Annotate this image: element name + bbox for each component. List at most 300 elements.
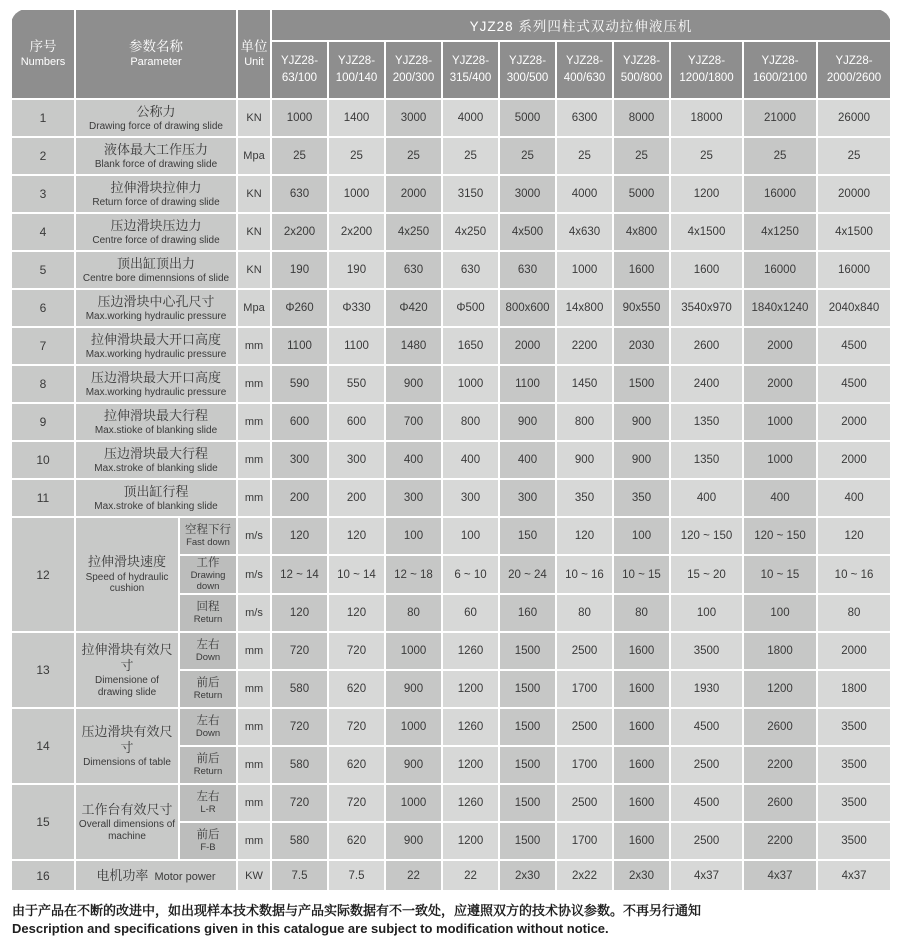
parameter-name-cell: [75, 251, 237, 289]
parameter-name-cn: 电机功率: [96, 867, 149, 883]
value-cell: 25: [613, 137, 670, 175]
row-number: 15: [11, 784, 75, 860]
sub-parameter-en: Drawing down: [190, 570, 226, 593]
value-cell: 1100: [271, 327, 328, 365]
value-cell: 4x1500: [817, 213, 891, 251]
table-row: [11, 289, 891, 327]
value-cell: 4000: [556, 175, 613, 213]
value-cell: 1350: [670, 403, 743, 441]
value-cell: 900: [556, 441, 613, 479]
value-cell: 300: [385, 479, 442, 517]
sub-parameter-cn: 空程下行: [185, 523, 231, 536]
value-cell: 550: [328, 365, 385, 403]
parameter-name-cell: [75, 860, 237, 891]
value-cell: 1600: [670, 251, 743, 289]
column-header-parameter: [75, 9, 237, 99]
table-row: [11, 175, 891, 213]
value-cell: 700: [385, 403, 442, 441]
value-cell: 80: [385, 594, 442, 632]
value-cell: 300: [328, 441, 385, 479]
value-cell: 80: [613, 594, 670, 632]
value-cell: 2500: [556, 784, 613, 822]
value-cell: 80: [817, 594, 891, 632]
value-cell: 1480: [385, 327, 442, 365]
value-cell: 2x30: [499, 860, 556, 891]
value-cell: 2000: [817, 403, 891, 441]
value-cell: 120: [328, 594, 385, 632]
value-cell: 2000: [499, 327, 556, 365]
value-cell: 90x550: [613, 289, 670, 327]
value-cell: 580: [271, 670, 328, 708]
parameter-name-cn: 压边滑块有效尺寸: [81, 723, 173, 755]
value-cell: 25: [670, 137, 743, 175]
table-row: [11, 708, 891, 746]
value-cell: 120: [817, 517, 891, 555]
model-name-line1: YJZ28-: [835, 55, 873, 68]
value-cell: 2x200: [328, 213, 385, 251]
parameter-name-en: Drawing force of drawing slide: [89, 120, 223, 132]
unit-cell: mm: [237, 441, 271, 479]
model-name-line1: YJZ28-: [394, 55, 433, 68]
sub-parameter-cell: [179, 784, 237, 822]
value-cell: 350: [613, 479, 670, 517]
model-column-header: [271, 41, 328, 99]
parameter-name-cell: [75, 784, 179, 860]
value-cell: 190: [271, 251, 328, 289]
sub-parameter-en: Fast down: [186, 537, 230, 549]
model-name-line2: 100/140: [335, 72, 378, 84]
model-name-line2: 1600/2100: [752, 72, 808, 84]
value-cell: 120: [556, 517, 613, 555]
value-cell: 25: [271, 137, 328, 175]
model-column-header: [817, 41, 891, 99]
value-cell: 1840x1240: [743, 289, 817, 327]
value-cell: 3000: [385, 99, 442, 137]
sub-parameter-en: Down: [195, 652, 221, 664]
sub-parameter-en: Return: [193, 614, 223, 626]
value-cell: 900: [613, 403, 670, 441]
column-header-unit-cn: 单位: [240, 38, 268, 54]
value-cell: 1200: [670, 175, 743, 213]
value-cell: 1600: [613, 251, 670, 289]
row-number: 1: [11, 99, 75, 137]
parameter-name-cell: [75, 632, 179, 708]
value-cell: 2000: [817, 441, 891, 479]
value-cell: 2600: [743, 708, 817, 746]
parameter-name-en: Return force of drawing slide: [92, 196, 220, 208]
spec-table-container: [10, 8, 890, 892]
value-cell: 800x600: [499, 289, 556, 327]
value-cell: 100: [743, 594, 817, 632]
value-cell: 1200: [442, 670, 499, 708]
value-cell: 22: [442, 860, 499, 891]
value-cell: 4x1250: [743, 213, 817, 251]
value-cell: 1200: [442, 822, 499, 860]
unit-cell: KW: [237, 860, 271, 891]
unit-cell: KN: [237, 251, 271, 289]
sub-parameter-en: Down: [195, 728, 221, 740]
value-cell: 2500: [556, 632, 613, 670]
value-cell: 580: [271, 822, 328, 860]
column-header-unit: [237, 9, 271, 99]
sub-parameter-cn: 前后: [196, 829, 220, 842]
unit-cell: mm: [237, 632, 271, 670]
unit-cell: mm: [237, 403, 271, 441]
parameter-name-en: Max.working hydraulic pressure: [85, 348, 227, 360]
parameter-name-cn: 顶出缸行程: [123, 483, 189, 499]
parameter-name-cn: 顶出缸顶出力: [116, 255, 195, 271]
value-cell: 2600: [743, 784, 817, 822]
sub-parameter-en: Return: [193, 766, 223, 778]
value-cell: 1000: [385, 784, 442, 822]
model-name-line1: YJZ28-: [508, 55, 547, 68]
model-name-line2: 315/400: [449, 72, 492, 84]
unit-cell: mm: [237, 822, 271, 860]
value-cell: 4500: [817, 327, 891, 365]
model-name-line2: 63/100: [281, 72, 318, 84]
parameter-name-cn: 拉伸滑块最大行程: [103, 407, 208, 423]
value-cell: 7.5: [328, 860, 385, 891]
parameter-name-en: Dimensions of table: [83, 757, 171, 769]
value-cell: 21000: [743, 99, 817, 137]
parameter-name-en: Max.working hydraulic pressure: [85, 310, 227, 322]
row-number: 2: [11, 137, 75, 175]
sub-parameter-cell: [179, 555, 237, 594]
model-name-line2: 300/500: [506, 72, 549, 84]
footer-note: [12, 902, 888, 938]
value-cell: 720: [328, 708, 385, 746]
value-cell: 1600: [613, 784, 670, 822]
model-column-header: [442, 41, 499, 99]
value-cell: 1500: [499, 822, 556, 860]
column-header-numbers-en: Numbers: [20, 55, 66, 68]
row-number: 5: [11, 251, 75, 289]
value-cell: 630: [499, 251, 556, 289]
table-row: [11, 213, 891, 251]
value-cell: 590: [271, 365, 328, 403]
sub-parameter-cn: 前后: [196, 753, 220, 766]
row-number: 14: [11, 708, 75, 784]
value-cell: 1000: [271, 99, 328, 137]
value-cell: 1000: [743, 441, 817, 479]
model-name-line1: YJZ28-: [687, 55, 726, 68]
column-header-numbers-cn: 序号: [29, 38, 57, 54]
table-row: [11, 403, 891, 441]
table-row: [11, 784, 891, 822]
value-cell: 1700: [556, 746, 613, 784]
parameter-name-cell: [75, 708, 179, 784]
parameter-name-en: Max.stroke of blanking slide: [94, 462, 218, 474]
value-cell: 2000: [743, 327, 817, 365]
parameter-name-en: Max.working hydraulic pressure: [85, 386, 227, 398]
value-cell: 1450: [556, 365, 613, 403]
value-cell: Φ260: [271, 289, 328, 327]
value-cell: 15 ~ 20: [670, 555, 743, 594]
row-number: 16: [11, 860, 75, 891]
model-column-header: [385, 41, 442, 99]
value-cell: 10 ~ 16: [556, 555, 613, 594]
model-column-header: [328, 41, 385, 99]
parameter-name-en: Blank force of drawing slide: [94, 158, 218, 170]
parameter-name-cell: [75, 479, 237, 517]
value-cell: 300: [271, 441, 328, 479]
value-cell: 1100: [499, 365, 556, 403]
sub-parameter-cn: 左右: [196, 639, 220, 652]
value-cell: 16000: [743, 175, 817, 213]
value-cell: 300: [499, 479, 556, 517]
value-cell: 2000: [385, 175, 442, 213]
value-cell: 200: [328, 479, 385, 517]
value-cell: 5000: [499, 99, 556, 137]
parameter-name-en: Max.stioke of blanking slide: [94, 424, 218, 436]
value-cell: 26000: [817, 99, 891, 137]
value-cell: 600: [271, 403, 328, 441]
value-cell: 16000: [743, 251, 817, 289]
value-cell: 4x37: [817, 860, 891, 891]
value-cell: 150: [499, 517, 556, 555]
sub-parameter-cn: 左右: [196, 715, 220, 728]
unit-cell: Mpa: [237, 137, 271, 175]
parameter-name-cell: [75, 289, 237, 327]
value-cell: 2000: [817, 632, 891, 670]
model-name-line2: 400/630: [563, 72, 606, 84]
value-cell: 4x37: [743, 860, 817, 891]
value-cell: 630: [442, 251, 499, 289]
parameter-name-cn: 压边滑块最大开口高度: [90, 369, 221, 385]
sub-parameter-en: F-B: [200, 842, 216, 854]
model-column-header: [613, 41, 670, 99]
value-cell: 2200: [743, 746, 817, 784]
value-cell: 25: [743, 137, 817, 175]
model-name-line2: 1200/1800: [679, 72, 734, 84]
value-cell: 400: [442, 441, 499, 479]
value-cell: 720: [271, 708, 328, 746]
parameter-name-cn: 压边滑块压边力: [110, 217, 202, 233]
parameter-name-cn: 压边滑块中心孔尺寸: [97, 293, 215, 309]
value-cell: 60: [442, 594, 499, 632]
value-cell: 25: [499, 137, 556, 175]
table-row: [11, 365, 891, 403]
parameter-name-cn: 拉伸滑块拉伸力: [110, 179, 202, 195]
value-cell: 25: [385, 137, 442, 175]
value-cell: 22: [385, 860, 442, 891]
row-number: 13: [11, 632, 75, 708]
value-cell: 120 ~ 150: [743, 517, 817, 555]
value-cell: 2500: [670, 822, 743, 860]
value-cell: Φ330: [328, 289, 385, 327]
value-cell: 1500: [499, 632, 556, 670]
value-cell: Φ420: [385, 289, 442, 327]
sub-parameter-cell: [179, 822, 237, 860]
value-cell: 400: [743, 479, 817, 517]
value-cell: 1600: [613, 822, 670, 860]
row-number: 9: [11, 403, 75, 441]
value-cell: 720: [271, 784, 328, 822]
value-cell: 4000: [442, 99, 499, 137]
parameter-name-cell: [75, 327, 237, 365]
model-column-header: [556, 41, 613, 99]
value-cell: 4x250: [442, 213, 499, 251]
unit-cell: m/s: [237, 517, 271, 555]
value-cell: 120: [271, 517, 328, 555]
value-cell: 2500: [670, 746, 743, 784]
sub-parameter-cell: [179, 594, 237, 632]
sub-parameter-cell: [179, 746, 237, 784]
value-cell: 6300: [556, 99, 613, 137]
model-name-line1: YJZ28-: [761, 55, 799, 68]
model-column-header: [670, 41, 743, 99]
table-row: [11, 441, 891, 479]
value-cell: 900: [499, 403, 556, 441]
value-cell: 2040x840: [817, 289, 891, 327]
value-cell: 1600: [613, 670, 670, 708]
value-cell: 4x500: [499, 213, 556, 251]
value-cell: 25: [556, 137, 613, 175]
parameter-name-en: Centre bore dimennsions of slide: [82, 272, 230, 284]
value-cell: Φ500: [442, 289, 499, 327]
parameter-name-cell: [75, 365, 237, 403]
value-cell: 2x30: [613, 860, 670, 891]
value-cell: 20000: [817, 175, 891, 213]
value-cell: 350: [556, 479, 613, 517]
value-cell: 1200: [743, 670, 817, 708]
table-row: [11, 251, 891, 289]
value-cell: 720: [328, 784, 385, 822]
value-cell: 1100: [328, 327, 385, 365]
value-cell: 1000: [743, 403, 817, 441]
value-cell: 900: [385, 365, 442, 403]
value-cell: 10 ~ 15: [743, 555, 817, 594]
unit-cell: m/s: [237, 594, 271, 632]
value-cell: 300: [442, 479, 499, 517]
parameter-name-cell: [75, 517, 179, 632]
unit-cell: mm: [237, 365, 271, 403]
sub-parameter-en: Return: [193, 690, 223, 702]
value-cell: 900: [385, 746, 442, 784]
model-name-line2: 200/300: [392, 72, 435, 84]
value-cell: 16000: [817, 251, 891, 289]
value-cell: 1500: [499, 670, 556, 708]
value-cell: 25: [442, 137, 499, 175]
value-cell: 3500: [670, 632, 743, 670]
value-cell: 120: [271, 594, 328, 632]
table-row: [11, 860, 891, 891]
sub-parameter-cn: 前后: [196, 677, 220, 690]
value-cell: 720: [271, 632, 328, 670]
parameter-name-en: Overall dimensions of machine: [78, 819, 176, 842]
value-cell: 2000: [743, 365, 817, 403]
unit-cell: mm: [237, 746, 271, 784]
value-cell: 7.5: [271, 860, 328, 891]
unit-cell: KN: [237, 213, 271, 251]
parameter-name-en: Dimensione of drawing slide: [95, 675, 159, 698]
parameter-name-cn: 拉伸滑块有效尺寸: [81, 641, 173, 674]
value-cell: 620: [328, 746, 385, 784]
value-cell: 900: [385, 670, 442, 708]
row-number: 11: [11, 479, 75, 517]
value-cell: 12 ~ 18: [385, 555, 442, 594]
value-cell: 6 ~ 10: [442, 555, 499, 594]
column-header-numbers: [11, 9, 75, 99]
value-cell: 200: [271, 479, 328, 517]
value-cell: 100: [670, 594, 743, 632]
value-cell: 4500: [670, 784, 743, 822]
table-row: [11, 479, 891, 517]
value-cell: 4x630: [556, 213, 613, 251]
row-number: 7: [11, 327, 75, 365]
value-cell: 120 ~ 150: [670, 517, 743, 555]
value-cell: 3500: [817, 746, 891, 784]
parameter-name-en: Centre force of drawing slide: [92, 234, 220, 246]
value-cell: 1500: [499, 708, 556, 746]
parameter-name-cell: [75, 99, 237, 137]
value-cell: 1800: [743, 632, 817, 670]
value-cell: 720: [328, 632, 385, 670]
sub-parameter-cn: 回程: [196, 601, 220, 614]
value-cell: 10 ~ 15: [613, 555, 670, 594]
value-cell: 1700: [556, 822, 613, 860]
value-cell: 2400: [670, 365, 743, 403]
value-cell: 1260: [442, 708, 499, 746]
row-number: 4: [11, 213, 75, 251]
value-cell: 400: [385, 441, 442, 479]
value-cell: 1000: [385, 708, 442, 746]
value-cell: 2600: [670, 327, 743, 365]
unit-cell: mm: [237, 670, 271, 708]
value-cell: 1930: [670, 670, 743, 708]
value-cell: 2x22: [556, 860, 613, 891]
parameter-name-cn: 压边滑块最大行程: [103, 445, 208, 461]
value-cell: 2x200: [271, 213, 328, 251]
value-cell: 800: [556, 403, 613, 441]
table-row: [11, 327, 891, 365]
value-cell: 400: [670, 479, 743, 517]
value-cell: 4500: [670, 708, 743, 746]
sub-parameter-cell: [179, 632, 237, 670]
column-header-unit-en: Unit: [244, 55, 264, 68]
value-cell: 1350: [670, 441, 743, 479]
value-cell: 900: [613, 441, 670, 479]
model-name-line1: YJZ28-: [622, 55, 661, 68]
value-cell: 8000: [613, 99, 670, 137]
sub-parameter-cn: 左右: [196, 791, 220, 804]
value-cell: 3150: [442, 175, 499, 213]
unit-cell: KN: [237, 99, 271, 137]
row-number: 12: [11, 517, 75, 632]
value-cell: 900: [385, 822, 442, 860]
value-cell: 400: [817, 479, 891, 517]
parameter-name-cell: [75, 175, 237, 213]
value-cell: 1800: [817, 670, 891, 708]
value-cell: 1500: [499, 746, 556, 784]
value-cell: 1500: [613, 365, 670, 403]
value-cell: 2200: [556, 327, 613, 365]
model-column-header: [499, 41, 556, 99]
value-cell: 580: [271, 746, 328, 784]
sub-parameter-cell: [179, 670, 237, 708]
value-cell: 1600: [613, 632, 670, 670]
value-cell: 1400: [328, 99, 385, 137]
row-number: 3: [11, 175, 75, 213]
footer-note-en: Description and specifications given in this catalogue are subject to modification without notice.: [12, 921, 609, 937]
model-name-line1: YJZ28-: [280, 55, 319, 68]
value-cell: 620: [328, 822, 385, 860]
value-cell: 190: [328, 251, 385, 289]
row-number: 10: [11, 441, 75, 479]
sub-parameter-cn: 工作: [196, 557, 220, 569]
value-cell: 10 ~ 14: [328, 555, 385, 594]
value-cell: 400: [499, 441, 556, 479]
